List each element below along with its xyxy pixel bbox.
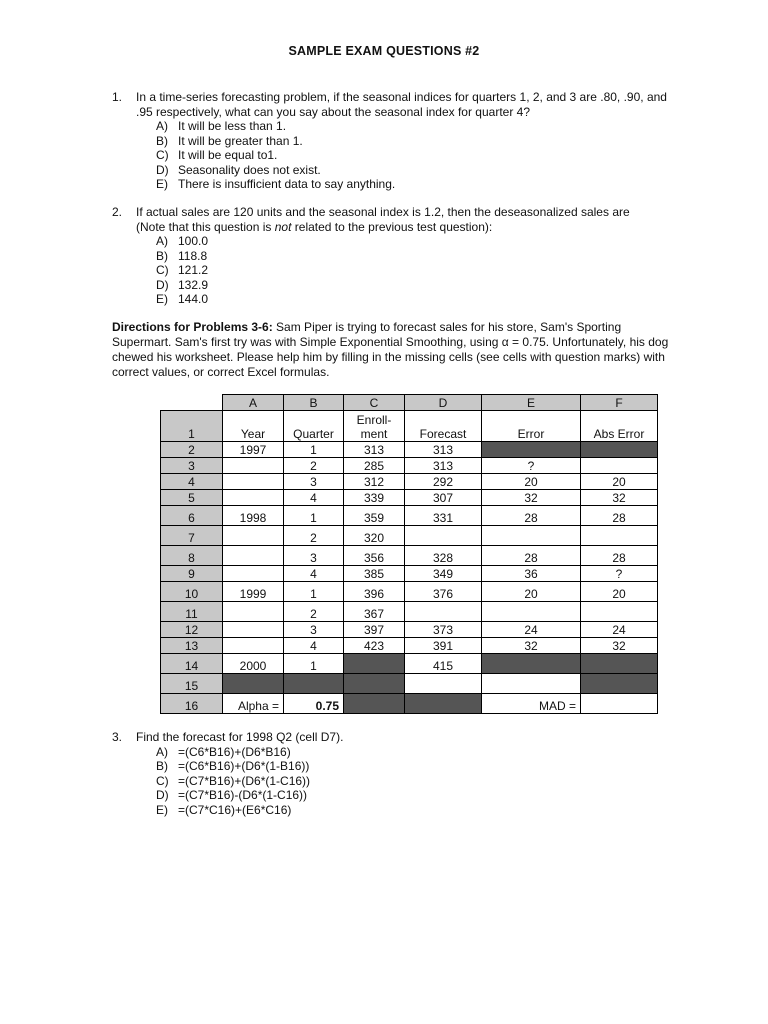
alpha-value: 0.75 bbox=[284, 694, 344, 714]
cell: 373 bbox=[405, 622, 482, 638]
table-row bbox=[161, 546, 658, 566]
cell: Error bbox=[482, 411, 581, 442]
question-number: 2. bbox=[112, 205, 123, 219]
page-title: SAMPLE EXAM QUESTIONS #2 bbox=[288, 44, 480, 58]
cell: 339 bbox=[344, 490, 405, 506]
row-number: 7 bbox=[161, 526, 223, 546]
table-row bbox=[161, 566, 658, 582]
question-2 bbox=[112, 205, 672, 307]
table-row bbox=[161, 458, 658, 474]
row-number: 4 bbox=[161, 474, 223, 490]
cell bbox=[223, 622, 284, 638]
cell: 28 bbox=[482, 506, 581, 526]
cell: 32 bbox=[581, 638, 658, 654]
table-row bbox=[161, 638, 658, 654]
question-3 bbox=[112, 730, 672, 817]
option-d: D) Seasonality does not exist. bbox=[156, 162, 321, 177]
missing-error-cell bbox=[482, 526, 581, 546]
table-row bbox=[161, 474, 658, 490]
cell: 376 bbox=[405, 582, 482, 602]
question-stem: If actual sales are 120 units and the seasonal index is 1.2, then the deseasonalized sales are bbox=[136, 205, 630, 219]
cell: 4 bbox=[284, 566, 344, 582]
column-header-a: A bbox=[223, 395, 284, 411]
cell: 20 bbox=[581, 474, 658, 490]
cell: 28 bbox=[581, 546, 658, 566]
column-header-c: C bbox=[344, 395, 405, 411]
cell bbox=[581, 654, 658, 674]
option-b: B) 118.8 bbox=[156, 248, 208, 263]
table-row bbox=[161, 694, 658, 714]
cell: 396 bbox=[344, 582, 405, 602]
cell bbox=[223, 674, 284, 694]
cell bbox=[405, 694, 482, 714]
cell: 313 bbox=[405, 442, 482, 458]
cell bbox=[581, 442, 658, 458]
cell: 385 bbox=[344, 566, 405, 582]
cell: 349 bbox=[405, 566, 482, 582]
option-d: D) =(C7*B16)-(D6*(1-C16)) bbox=[156, 788, 308, 802]
row-number: 9 bbox=[161, 566, 223, 582]
cell: 1 bbox=[284, 654, 344, 674]
cell: 391 bbox=[405, 638, 482, 654]
cell: 3 bbox=[284, 474, 344, 490]
question-stem: Find the forecast for 1998 Q2 (cell D7). bbox=[136, 730, 344, 744]
option-c: C) 121.2 bbox=[156, 263, 209, 277]
cell bbox=[223, 458, 284, 474]
cell bbox=[223, 526, 284, 546]
row-number: 8 bbox=[161, 546, 223, 566]
cell: 32 bbox=[482, 490, 581, 506]
answer-options bbox=[156, 234, 672, 307]
cell: 1 bbox=[284, 442, 344, 458]
option-c: C) =(C7*B16)+(D6*(1-C16)) bbox=[156, 773, 311, 788]
cell: 4 bbox=[284, 638, 344, 654]
cell bbox=[581, 458, 658, 474]
cell: 1999 bbox=[223, 582, 284, 602]
cell bbox=[581, 674, 658, 694]
table-row bbox=[161, 622, 658, 638]
answer-options bbox=[156, 745, 672, 818]
table-row bbox=[161, 411, 658, 442]
cell bbox=[284, 674, 344, 694]
directions bbox=[112, 320, 672, 380]
cell: 1 bbox=[284, 582, 344, 602]
cell: 367 bbox=[344, 602, 405, 622]
option-a: A) 100.0 bbox=[156, 234, 209, 248]
table-row bbox=[161, 490, 658, 506]
column-header-b: B bbox=[284, 395, 344, 411]
row-number: 10 bbox=[161, 582, 223, 602]
cell: 3 bbox=[284, 622, 344, 638]
cell bbox=[344, 694, 405, 714]
cell: 2 bbox=[284, 458, 344, 474]
cell: ? bbox=[581, 566, 658, 582]
cell: Enroll- ment bbox=[344, 411, 405, 442]
option-c: C) It will be equal to1. bbox=[156, 148, 278, 162]
table-row bbox=[161, 674, 658, 694]
row-number: 14 bbox=[161, 654, 223, 674]
directions-text: Sam Piper is trying to forecast sales for his store, Sam's Sporting Supermart. Sam's first try was with Simple Exponential Smoothing, using α = 0.75. Unfortunately, his dog chewed his worksheet. Please help him by filling in the missing cells (see cells with question marks) with correct values, or correct Excel formulas. bbox=[112, 320, 669, 379]
cell: 1997 bbox=[223, 442, 284, 458]
cell bbox=[482, 674, 581, 694]
row-number: 5 bbox=[161, 490, 223, 506]
cell: 24 bbox=[482, 622, 581, 638]
cell bbox=[223, 566, 284, 582]
cell bbox=[482, 654, 581, 674]
mad-label: MAD = bbox=[482, 694, 581, 714]
question-number: 1. bbox=[112, 90, 123, 104]
cell: 320 bbox=[344, 526, 405, 546]
cell bbox=[482, 442, 581, 458]
question-number: 3. bbox=[112, 730, 123, 744]
cell: 307 bbox=[405, 490, 482, 506]
option-a: A) It will be less than 1. bbox=[156, 119, 287, 133]
cell: 397 bbox=[344, 622, 405, 638]
row-number: 3 bbox=[161, 458, 223, 474]
cell: 331 bbox=[405, 506, 482, 526]
cell: 359 bbox=[344, 506, 405, 526]
row-number: 16 bbox=[161, 694, 223, 714]
cell: 20 bbox=[482, 474, 581, 490]
cell bbox=[405, 674, 482, 694]
option-e: E) There is insufficient data to say anything. bbox=[156, 177, 396, 191]
option-b: B) =(C6*B16)+(D6*(1-B16)) bbox=[156, 759, 310, 773]
option-d: D) 132.9 bbox=[156, 277, 209, 292]
missing-error-cell bbox=[482, 602, 581, 622]
row-number: 1 bbox=[161, 411, 223, 442]
alpha-label: Alpha = bbox=[223, 694, 284, 714]
cell: 415 bbox=[405, 654, 482, 674]
cell: 28 bbox=[482, 546, 581, 566]
cell bbox=[344, 674, 405, 694]
cell: Year bbox=[223, 411, 284, 442]
cell bbox=[223, 474, 284, 490]
option-e: E) 144.0 bbox=[156, 292, 209, 306]
missing-forecast-cell bbox=[405, 602, 482, 622]
table-row bbox=[161, 582, 658, 602]
cell: 2 bbox=[284, 526, 344, 546]
missing-abs-error-cell bbox=[581, 526, 658, 546]
cell: 32 bbox=[581, 490, 658, 506]
missing-forecast-cell bbox=[405, 526, 482, 546]
cell bbox=[344, 654, 405, 674]
table-row bbox=[161, 526, 658, 546]
cell: 32 bbox=[482, 638, 581, 654]
cell bbox=[223, 602, 284, 622]
option-b: B) It will be greater than 1. bbox=[156, 133, 303, 148]
missing-abs-error-cell bbox=[581, 602, 658, 622]
column-header-f: F bbox=[581, 395, 658, 411]
option-a: A) =(C6*B16)+(D6*B16) bbox=[156, 744, 291, 759]
cell: 313 bbox=[344, 442, 405, 458]
table-row bbox=[161, 602, 658, 622]
cell: 2 bbox=[284, 602, 344, 622]
cell: 20 bbox=[482, 582, 581, 602]
cell: 356 bbox=[344, 546, 405, 566]
column-header-d: D bbox=[405, 395, 482, 411]
row-number: 15 bbox=[161, 674, 223, 694]
answer-options bbox=[156, 119, 672, 192]
cell: 328 bbox=[405, 546, 482, 566]
cell: 3 bbox=[284, 546, 344, 566]
option-e: E) =(C7*C16)+(E6*C16) bbox=[156, 802, 292, 817]
question-stem: In a time-series forecasting problem, if the seasonal indices for quarters 1, 2, and 3 are .80, .90, and .95 respectively, what can you say about the seasonal index for quarter 4? bbox=[136, 90, 667, 119]
table-row bbox=[161, 654, 658, 674]
cell: 423 bbox=[344, 638, 405, 654]
column-header-row bbox=[161, 395, 658, 411]
spreadsheet-table bbox=[160, 394, 658, 714]
cell: 20 bbox=[581, 582, 658, 602]
cell bbox=[223, 638, 284, 654]
cell: ? bbox=[482, 458, 581, 474]
column-header-e: E bbox=[482, 395, 581, 411]
directions-label: Directions for Problems 3-6: bbox=[112, 320, 273, 334]
cell: 4 bbox=[284, 490, 344, 506]
table-row bbox=[161, 506, 658, 526]
mad-value-cell bbox=[581, 694, 658, 714]
cell bbox=[223, 490, 284, 506]
cell: 24 bbox=[581, 622, 658, 638]
corner-cell bbox=[161, 395, 223, 411]
row-number: 13 bbox=[161, 638, 223, 654]
cell: 312 bbox=[344, 474, 405, 490]
row-number: 11 bbox=[161, 602, 223, 622]
cell: 313 bbox=[405, 458, 482, 474]
cell: 285 bbox=[344, 458, 405, 474]
cell: 1 bbox=[284, 506, 344, 526]
row-number: 12 bbox=[161, 622, 223, 638]
cell: 28 bbox=[581, 506, 658, 526]
cell: Abs Error bbox=[581, 411, 658, 442]
cell: 1998 bbox=[223, 506, 284, 526]
row-number: 6 bbox=[161, 506, 223, 526]
row-number: 2 bbox=[161, 442, 223, 458]
cell: 292 bbox=[405, 474, 482, 490]
question-note: (Note that this question is not related to the previous test question): bbox=[136, 219, 493, 234]
question-1 bbox=[112, 90, 672, 192]
cell: Quarter bbox=[284, 411, 344, 442]
cell: Forecast bbox=[405, 411, 482, 442]
cell bbox=[223, 546, 284, 566]
table-row bbox=[161, 442, 658, 458]
cell: 36 bbox=[482, 566, 581, 582]
cell: 2000 bbox=[223, 654, 284, 674]
